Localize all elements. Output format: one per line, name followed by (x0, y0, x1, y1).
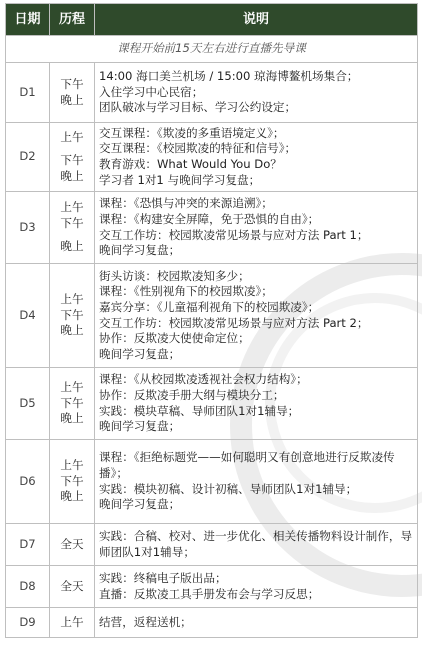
description-cell (95, 608, 418, 638)
time-slot: 下午 (60, 76, 84, 91)
time-slot: 晚上 (60, 168, 84, 183)
pre-course-note: 课程开始前15天左右进行直播先导课 (6, 36, 418, 63)
description-line: 晚间学习复盘； (99, 419, 181, 434)
time-slot: 下午 (60, 307, 84, 322)
description-line: 团队破冰与学习目标、学习公约设定； (99, 100, 297, 115)
description-cell (95, 123, 418, 192)
time-slot: 上午 (60, 129, 84, 144)
time-slots (50, 264, 95, 368)
description-line: 课程：《性别视角下的校园欺凌》； (99, 284, 273, 299)
description-line: 协作：反欺凌手册大纲与模块分工； (99, 387, 285, 402)
day-label: D1 (6, 63, 50, 123)
description-line: 实践：终稿电子版出品； (99, 570, 227, 585)
description-line: 交互工作坊：校园欺凌常见场景与应对方法 Part 1； (99, 227, 369, 242)
table-row (6, 524, 418, 566)
description-line: 晚间学习复盘； (99, 497, 181, 512)
spacer (50, 231, 94, 239)
description-line: 课程：《拒绝标题党——如何聪明又有创意地进行反欺凌传播》； (99, 450, 395, 480)
time-slot: 上午 (60, 200, 84, 215)
description-line: 交互工作坊：校园欺凌常见场景与应对方法 Part 2； (99, 315, 369, 330)
description-line: 14:00 海口美兰机场 / 15:00 琼海博鳌机场集合； (99, 69, 359, 84)
description-line: 入住学习中心民宿； (99, 84, 204, 99)
spacer (50, 145, 94, 153)
table-row (6, 608, 418, 638)
table-row (6, 264, 418, 368)
description-cell (95, 264, 418, 368)
description-line: 实践：模块草稿、导师团队1对1辅导； (99, 403, 300, 418)
description-cell (95, 440, 418, 524)
time-slot: 上午 (60, 292, 84, 307)
table-row (6, 123, 418, 192)
time-slot: 全天 (60, 536, 84, 551)
time-slots (50, 368, 95, 440)
day-label: D6 (6, 440, 50, 524)
table-row (6, 192, 418, 264)
description-line: 交互课程：《校园欺凌的特征和信号》； (99, 141, 297, 156)
time-slots (50, 608, 95, 638)
description-line: 街头访谈：校园欺凌知多少； (99, 268, 250, 283)
day-label: D2 (6, 123, 50, 192)
description-cell (95, 566, 418, 608)
day-label: D9 (6, 608, 50, 638)
schedule-table (5, 3, 418, 638)
time-slot: 晚上 (60, 239, 84, 254)
time-slot: 下午 (60, 215, 84, 230)
time-slot: 下午 (60, 395, 84, 410)
table-row (6, 440, 418, 524)
description-line: 实践：模块初稿、设计初稿、导师团队1对1辅导； (99, 481, 358, 496)
time-slot: 晚上 (60, 92, 84, 107)
time-slot: 上午 (60, 458, 84, 473)
header-day: 日期 (6, 4, 50, 36)
time-slots (50, 566, 95, 608)
table-header-row (6, 4, 418, 36)
note-row (6, 36, 418, 63)
description-line: 课程：《构建安全屏障，免于恐惧的自由》； (99, 211, 320, 226)
day-label: D8 (6, 566, 50, 608)
time-slots (50, 440, 95, 524)
time-slots (50, 192, 95, 264)
table-row (6, 566, 418, 608)
description-line: 嘉宾分享：《儿童福利视角下的校园欺凌》； (99, 299, 320, 314)
description-line: 晚间学习复盘； (99, 346, 181, 361)
time-slot: 晚上 (60, 489, 84, 504)
day-label: D5 (6, 368, 50, 440)
time-slot: 晚上 (60, 411, 84, 426)
header-description: 说明 (95, 4, 418, 36)
time-slot: 晚上 (60, 323, 84, 338)
description-line: 实践：合稿、校对、进一步优化、相关传播物料设计制作，导师团队1对1辅导； (99, 528, 413, 559)
table-row (6, 368, 418, 440)
day-label: D4 (6, 264, 50, 368)
day-label: D7 (6, 524, 50, 566)
description-line: 协作：反欺凌大使使命定位； (99, 331, 250, 346)
header-process: 历程 (50, 4, 95, 36)
description-cell (95, 368, 418, 440)
description-line: 学习者 1对1 与晚间学习复盘； (99, 172, 261, 187)
description-line: 课程：《恐惧与冲突的来源追溯》； (99, 196, 273, 211)
day-label: D3 (6, 192, 50, 264)
description-line: 晚间学习复盘； (99, 243, 181, 258)
description-line: 教育游戏：What Would You Do？ (99, 157, 282, 171)
description-cell (95, 63, 418, 123)
time-slot: 上午 (60, 380, 84, 395)
table-row (6, 63, 418, 123)
time-slot: 上午 (60, 614, 84, 629)
time-slot: 下午 (60, 473, 84, 488)
time-slot: 全天 (60, 578, 84, 593)
description-line: 直播：反欺凌工具手册发布会与学习反思； (99, 586, 320, 601)
description-line: 课程：《从校园欺凌透视社会权力结构》； (99, 372, 308, 387)
time-slots (50, 524, 95, 566)
description-cell (95, 192, 418, 264)
description-cell (95, 524, 418, 566)
description-line: 交互课程：《欺凌的多重语境定义》； (99, 125, 285, 140)
time-slot: 下午 (60, 153, 84, 168)
time-slots (50, 123, 95, 192)
time-slots (50, 63, 95, 123)
description-line: 结营，返程送机； (99, 614, 192, 629)
